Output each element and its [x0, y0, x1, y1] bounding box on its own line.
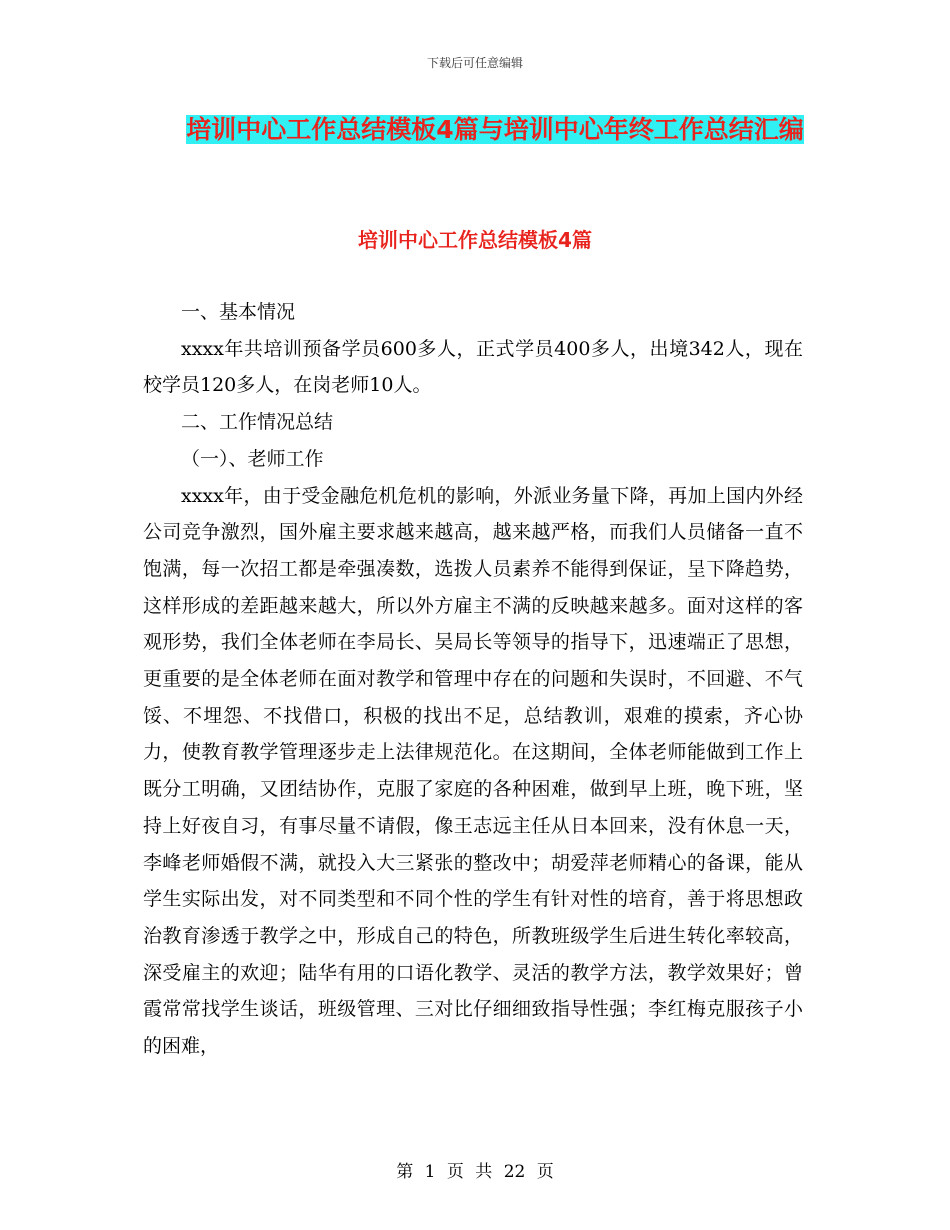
header-note: 下载后可任意编辑: [426, 56, 523, 70]
document-title: [145, 108, 845, 152]
page-footer: 第 1 页 共 22 页: [396, 1162, 554, 1182]
paragraph-teacher-work: xxxx年，由于受金融危机危机的影响，外派业务量下降，再加上国内外经公司竞争激烈，国外雇主要求越来越高，越来越严格，而我们人员储备一直不饱满，每一次招工都是牵强凑数，选拨人员素养不能得到保证，呈下降趋势，这样形成的差距越来越大，所以外方雇主不满的反映越来越多。面对这样的客观形势，我们全体老师在李局长、吴局长等领导的指导下，迅速端正了思想，更重要的是全体老师在面对教学和管理中存在的问题和失误时，不回避、不气馁、不埋怨、不找借口，积极的找出不足，总结教训，艰难的摸索，齐心协力，使教育教学管理逐步走上法律规范化。在这期间，全体老师能做到工作上既分工明确，又团结协作，克服了家庭的各种困难，做到早上班，晚下班，坚持上好夜自习，有事尽量不请假，像王志远主任从日本回来，没有休息一天，李峰老师婚假不满，就投入大三紧张的整改中；胡爱萍老师精心的备课，能从学生实际出发，对不同类型和不同个性的学生有针对性的培育，善于将思想政治教育渗透于教学之中，形成自己的特色，所教班级学生后进生转化率较高，深受雇主的欢迎；陆华有用的口语化教学、灵活的教学方法，教学效果好；曾霞常常找学生谈话，班级管理、三对比仔细细致指导性强；李红梅克服孩子小的困难，: [143, 484, 803, 1058]
paragraph-statistics: xxxx年共培训预备学员600多人，正式学员400多人，出境342人，现在校学员120多人，在岗老师10人。: [143, 337, 803, 397]
section-title: 培训中心工作总结模板4篇: [358, 228, 592, 252]
document-title-text: 培训中心工作总结模板4篇与培训中心年终工作总结汇编: [186, 115, 804, 144]
document-body: [143, 294, 803, 1065]
subheading-teacher-work: （一）、老师工作: [181, 447, 324, 470]
heading-basic-situation: 一、基本情况: [181, 301, 296, 323]
heading-work-summary: 二、工作情况总结: [181, 411, 334, 434]
